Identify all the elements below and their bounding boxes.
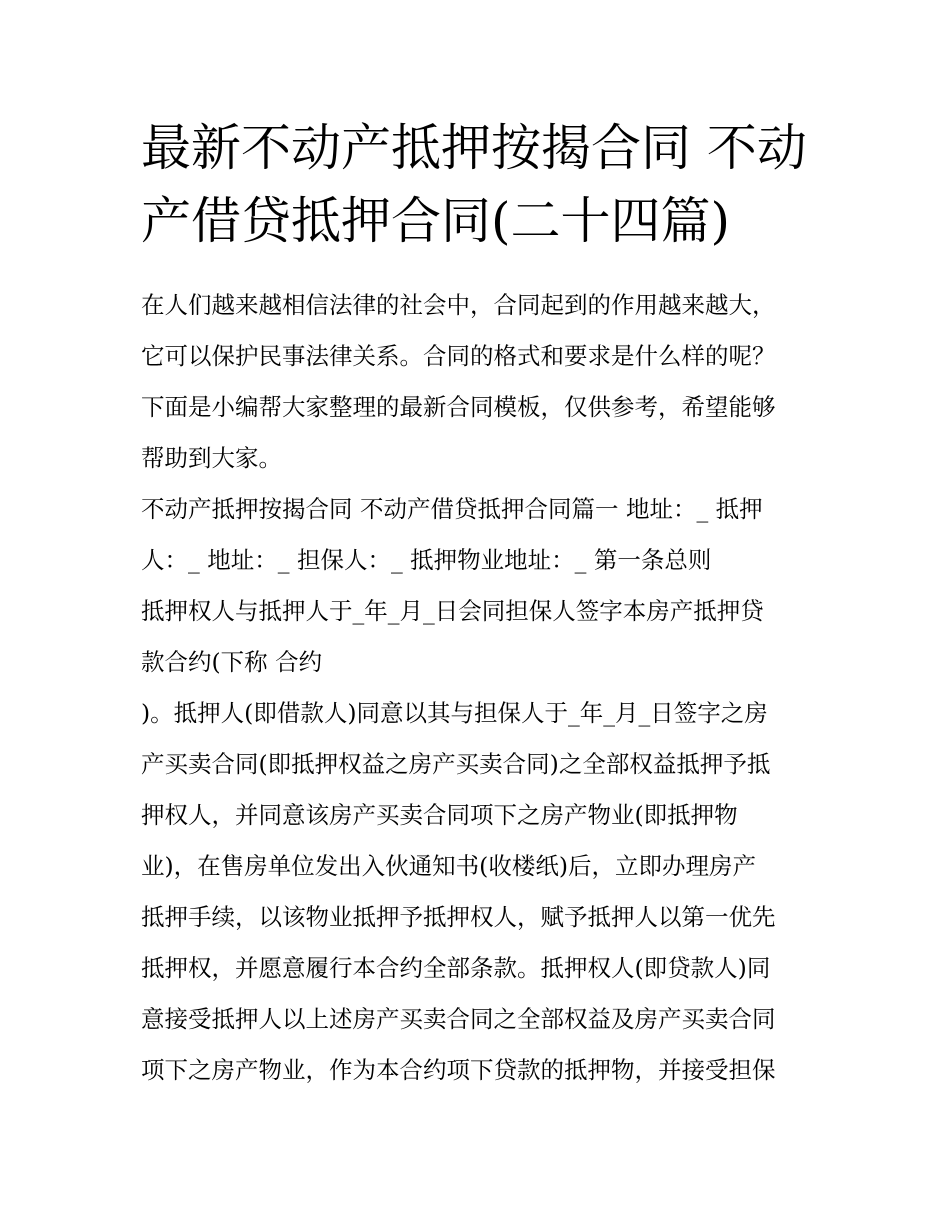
- body-line: 抵押手续，以该物业抵押予抵押权人，赋予抵押人以第一优先: [141, 903, 776, 931]
- title-line: 最新不动产抵押按揭合同 不动: [141, 119, 807, 177]
- body-line: 帮助到大家。: [141, 444, 282, 472]
- body-line: 项下之房产物业，作为本合约项下贷款的抵押物，并接受担保: [141, 1056, 776, 1084]
- document-body: [141, 280, 821, 1096]
- body-line: 不动产抵押按揭合同 不动产借贷抵押合同篇一 地址：_ 抵押: [141, 495, 763, 523]
- body-line: 产买卖合同(即抵押权益之房产买卖合同)之全部权益抵押予抵: [141, 750, 771, 778]
- body-line: 人：_ 地址：_ 担保人：_ 抵押物业地址：_ 第一条总则: [141, 546, 712, 574]
- body-line: 它可以保护民事法律关系。合同的格式和要求是什么样的呢？: [141, 342, 776, 370]
- body-line: 款合约(下称 合约: [141, 648, 323, 676]
- title-line: 产借贷抵押合同(二十四篇): [141, 192, 731, 250]
- body-line: 业)，在售房单位发出入伙通知书(收楼纸)后，立即办理房产: [141, 852, 757, 880]
- body-line: 抵押权人与抵押人于_年_月_日会同担保人签字本房产抵押贷: [141, 597, 764, 625]
- body-line: )。抵押人(即借款人)同意以其与担保人于_年_月_日签字之房: [141, 699, 768, 727]
- document-title: [141, 112, 821, 258]
- body-line: 下面是小编帮大家整理的最新合同模板，仅供参考，希望能够: [141, 393, 776, 421]
- body-line: 押权人，并同意该房产买卖合同项下之房产物业(即抵押物: [141, 801, 738, 829]
- body-line: 抵押权，并愿意履行本合约全部条款。抵押权人(即贷款人)同: [141, 954, 771, 982]
- body-line: 在人们越来越相信法律的社会中，合同起到的作用越来越大，: [141, 291, 776, 319]
- body-line: 意接受抵押人以上述房产买卖合同之全部权益及房产买卖合同: [141, 1005, 776, 1033]
